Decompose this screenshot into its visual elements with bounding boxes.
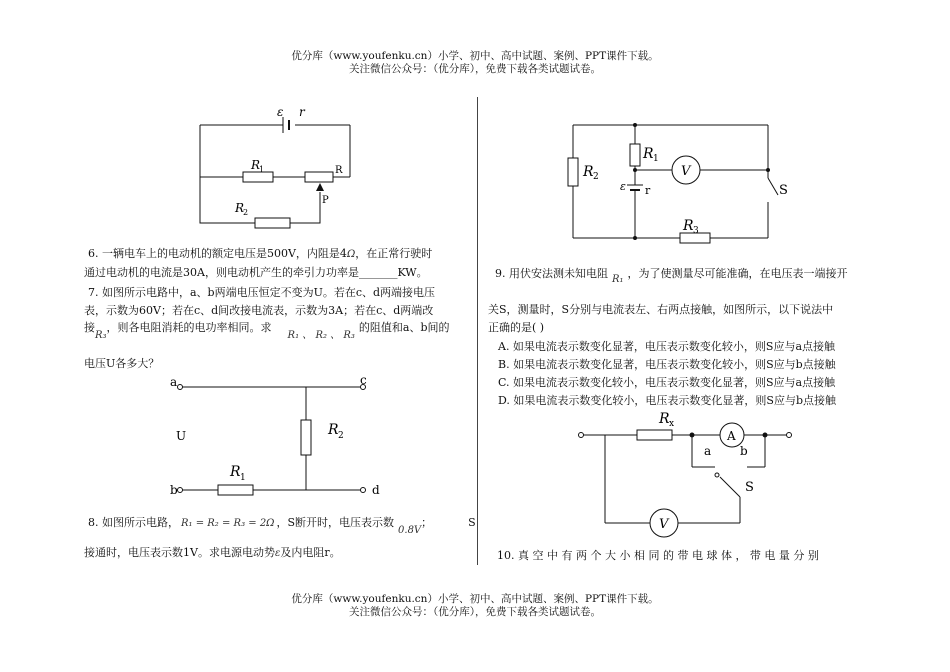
circuit-diagram-3	[565, 120, 788, 245]
emf-label: ε	[620, 180, 626, 193]
switch-s-label: S	[745, 480, 754, 495]
r1-sub: 1	[653, 154, 659, 164]
r2-sub: 2	[243, 208, 249, 217]
r2-sub: 2	[338, 431, 344, 441]
question-7-line-4: 电压U各多大？	[84, 357, 160, 370]
question-8-line-1: 8. 如图所示电路， R₁ = R₂ = R₃ = 2Ω ，S断开时，电压表示数0.8V； S	[88, 516, 476, 536]
point-a-label: a	[704, 444, 712, 458]
terminal-d-label: d	[372, 483, 380, 497]
r1-label: R	[251, 158, 261, 172]
point-b-label: b	[740, 444, 748, 458]
r1-sub: 1	[259, 165, 265, 174]
terminal-b-label: b	[170, 483, 178, 497]
r3-sub: 3	[693, 226, 699, 236]
r2-sub: 2	[593, 172, 599, 182]
rheostat-label: R	[335, 165, 343, 176]
option-a: A. 如果电流表示数变化显著，电压表示数变化较小，则S应与a点接触	[498, 340, 836, 353]
question-8-line-2: 接通时，电压表示数1V。求电源电动势ε及内电阻r。	[84, 546, 341, 559]
header-line-1: 优分库（www.youfenku.cn）小学、初中、高中试题、案例、PPT课件下载。	[291, 50, 659, 62]
r1-label: R	[230, 464, 241, 480]
header-line-2: 关注微信公众号：（优分库），免费下载各类试题试卷。	[349, 63, 601, 75]
question-7-line-2: 表，示数为60V；若在c、d间改接电流表，示数为3A；若在c、d两端改	[84, 304, 434, 317]
footer-line-2: 关注微信公众号：（优分库），免费下载各类试题试卷。	[349, 606, 601, 618]
voltage-u-label: U	[176, 429, 187, 443]
slider-arrow-icon	[316, 183, 324, 191]
internal-resistance-label: r	[645, 184, 651, 197]
ammeter-a-label: A	[727, 429, 736, 443]
r1-label: R	[643, 146, 654, 162]
circuit-diagram-4	[575, 405, 800, 535]
question-10-line-1: 10. 真 空 中 有 两 个 大 小 相 同 的 带 电 球 体 ， 带 电 量 分 别	[497, 549, 819, 562]
question-9-line-3: 正确的是( )	[488, 321, 545, 334]
terminal-a-label: a	[170, 375, 178, 389]
page-header	[0, 50, 950, 76]
footer-line-1: 优分库（www.youfenku.cn）小学、初中、高中试题、案例、PPT课件下载。	[291, 593, 659, 605]
circuit-diagram-1	[195, 105, 365, 225]
r2-label: R	[328, 422, 339, 438]
emf-label: ε	[277, 105, 284, 119]
r1-sub: 1	[240, 473, 246, 483]
voltmeter-v-label: V	[681, 164, 691, 179]
option-b: B. 如果电流表示数变化显著，电压表示数变化较小，则S应与b点接触	[498, 358, 836, 371]
column-divider	[477, 97, 478, 565]
rx-sub: x	[669, 419, 675, 429]
circuit-diagram-2	[168, 372, 388, 497]
rx-label: R	[659, 411, 670, 427]
terminal-c-label: c	[360, 373, 367, 387]
internal-resistance-label: r	[299, 105, 305, 119]
option-d: D. 如果电流表示数变化较小，电压表示数变化显著，则S应与b点接触	[498, 394, 836, 407]
question-7-line-3: 接R₃，则各电阻消耗的电功率相同。求R₁ 、 R₂ 、 R₃的阻值和a、b间的	[84, 321, 450, 341]
switch-s-label: S	[779, 183, 788, 198]
r3-label: R	[683, 218, 694, 234]
question-6-line-1: 6. 一辆电车上的电动机的额定电压是500V，内阻是4Ω，在正常行驶时	[88, 247, 433, 260]
question-6-line-2: 通过电动机的电流是30A，则电动机产生的牵引力功率是_______KW。	[84, 266, 428, 279]
page-footer	[0, 593, 950, 619]
slider-p-label: P	[322, 195, 329, 206]
question-9-line-2: 关S，测量时，S分别与电流表左、右两点接触，如图所示，以下说法中	[488, 303, 834, 316]
r2-label: R	[235, 201, 245, 215]
question-9-line-1: 9. 用伏安法测未知电阻 R₁ ，为了使测量尽可能准确，在电压表一端接开	[495, 267, 848, 285]
voltmeter-v-label: V	[659, 517, 669, 532]
r2-label: R	[583, 164, 594, 180]
option-c: C. 如果电流表示数变化较小，电压表示数变化显著，则S应与a点接触	[498, 376, 836, 389]
question-7-line-1: 7. 如图所示电路中，a、b两端电压恒定不变为U。若在c、d两端接电压	[88, 286, 436, 299]
